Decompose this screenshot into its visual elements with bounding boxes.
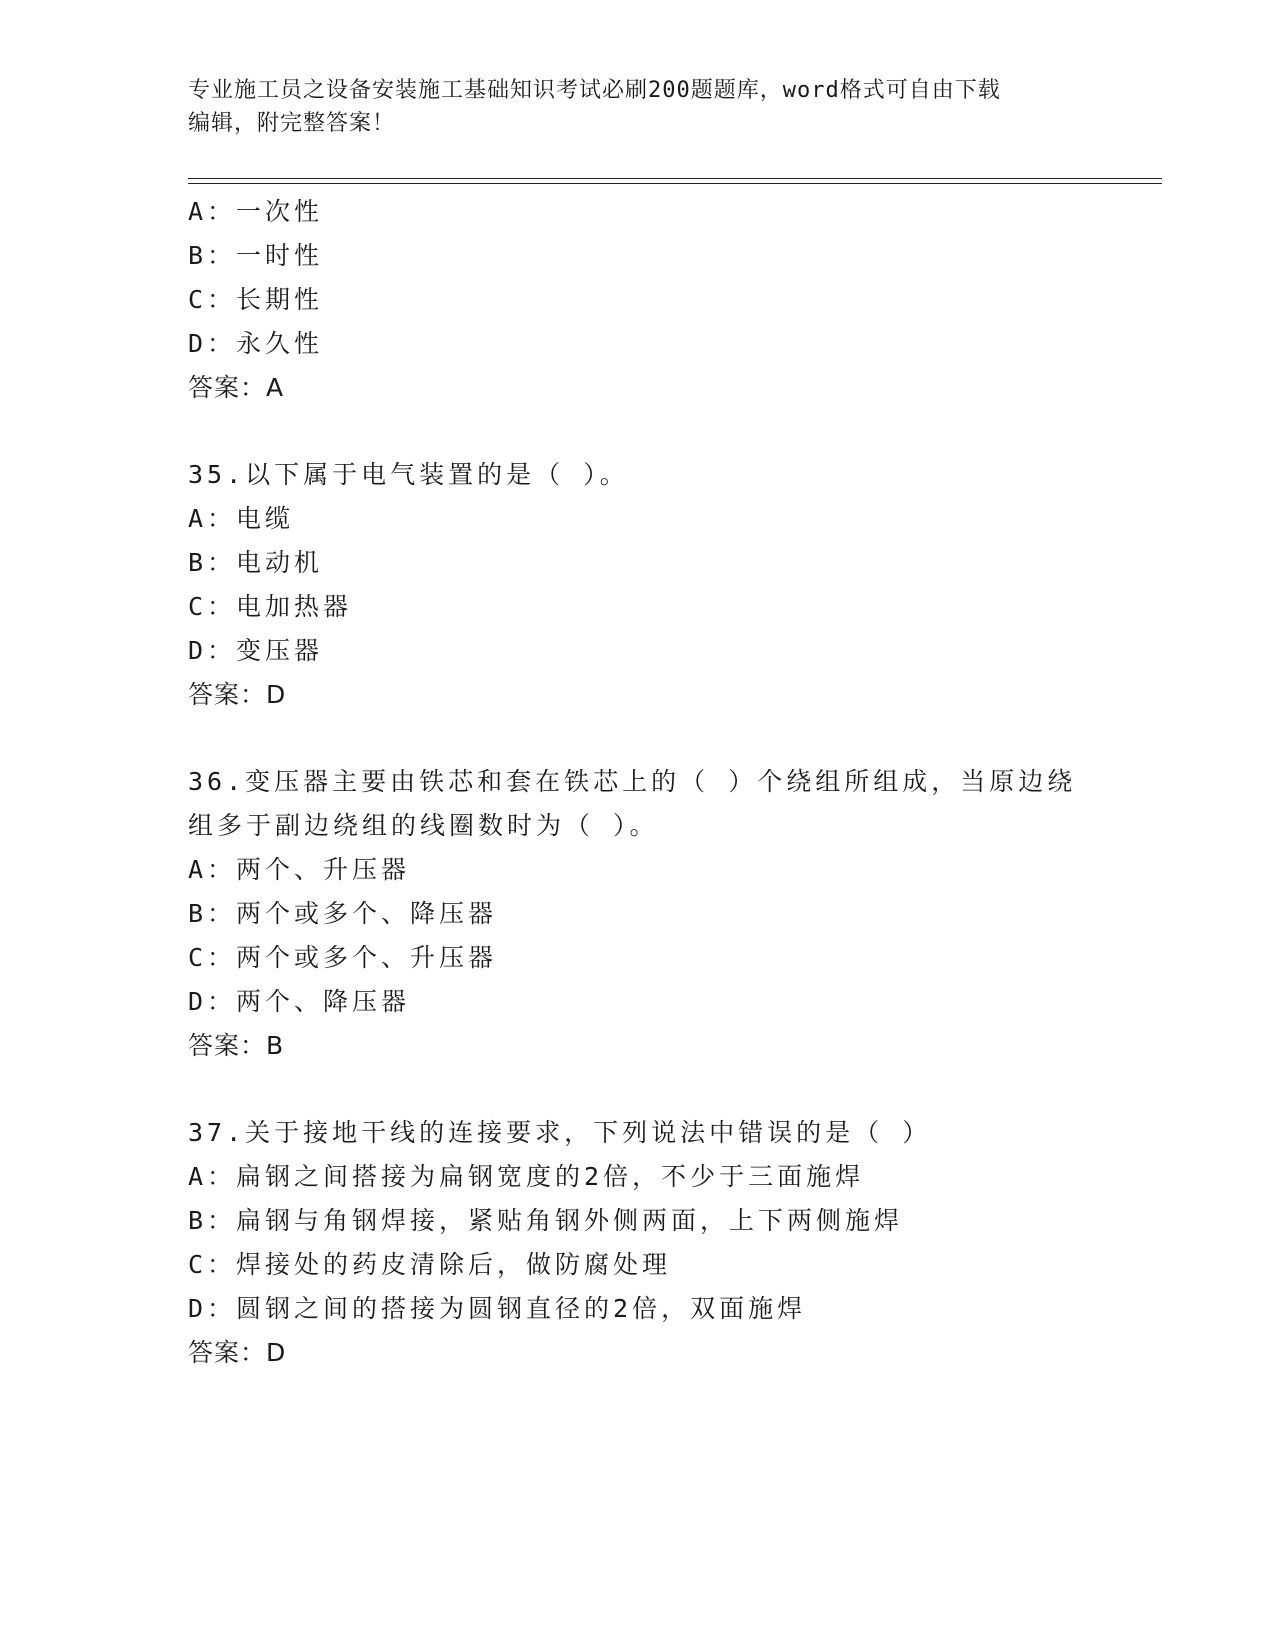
q37-question: 37.关于接地干线的连接要求，下列说法中错误的是（ ） [188,1118,932,1147]
q36-option-d: D：两个、降压器 [188,987,411,1016]
q37-option-b: B：扁钢与角钢焊接，紧贴角钢外侧两面，上下两侧施焊 [188,1206,904,1235]
header-line-2: 编辑，附完整答案！ [188,111,396,136]
header-divider-top [188,178,1162,179]
q34-option-b: B：一时性 [188,241,324,270]
q34-option-c: C：长期性 [188,285,324,314]
header-line-1: 专业施工员之设备安装施工基础知识考试必刷200题题库，word格式可自由下载 [188,78,1001,103]
document-header [188,74,1068,140]
q34-option-a: A：一次性 [188,197,324,226]
q35-option-b: B：电动机 [188,548,324,577]
q35-option-c: C：电加热器 [188,592,353,621]
q36-question-line-1: 36.变压器主要由铁芯和套在铁芯上的（ ）个绕组所组成，当原边绕 [188,767,1077,796]
q35-option-d: D：变压器 [188,636,324,665]
q36-option-a: A：两个、升压器 [188,855,411,884]
q37-option-d: D：圆钢之间的搭接为圆钢直径的2倍，双面施焊 [188,1294,807,1323]
q37-option-a: A：扁钢之间搭接为扁钢宽度的2倍，不少于三面施焊 [188,1162,865,1191]
q35-answer: 答案：D [188,680,287,709]
q36-option-c: C：两个或多个、升压器 [188,943,498,972]
q34-option-d: D：永久性 [188,329,324,358]
header-divider-bottom [188,183,1162,184]
q35-option-a: A：电缆 [188,504,295,533]
q34-answer: 答案：A [188,373,285,402]
q37-answer: 答案：D [188,1338,287,1367]
q36-question-line-2: 组多于副边绕组的线圈数时为（ ）。 [188,811,659,840]
q35-question: 35.以下属于电气装置的是（ ）。 [188,460,629,489]
q36-option-b: B：两个或多个、降压器 [188,899,498,928]
q36-answer: 答案：B [188,1031,285,1060]
q37-option-c: C：焊接处的药皮清除后，做防腐处理 [188,1250,672,1279]
